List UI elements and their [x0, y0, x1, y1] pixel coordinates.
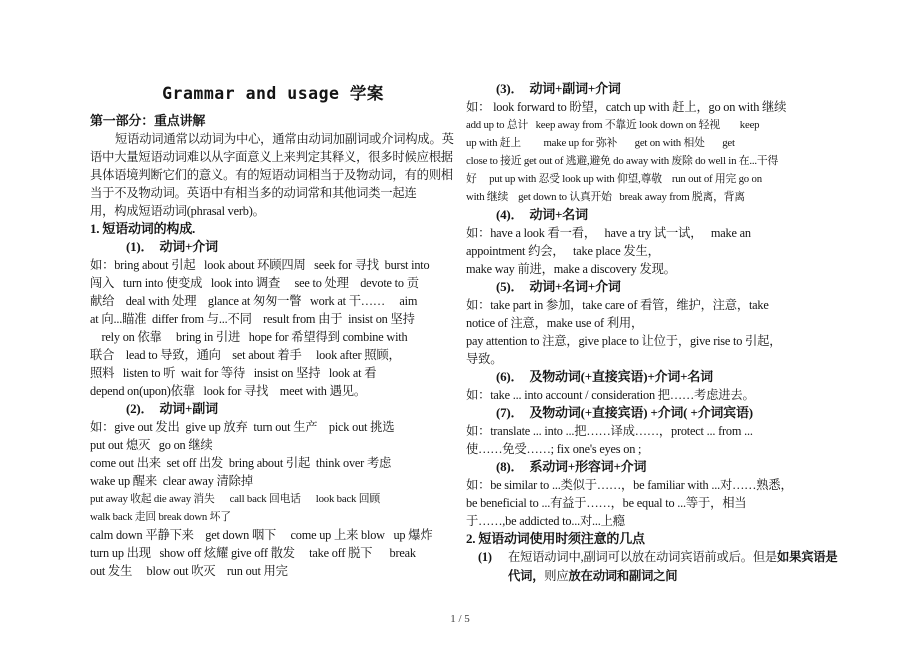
text-line: put out 熄灭 go on 继续: [90, 438, 213, 452]
text-line: calm down 平静下来 get down 咽下 come up 上来 blow up 爆炸: [90, 528, 433, 542]
text-line: with 继续 get down to 认真开始 break away from 脱离，背离: [466, 191, 745, 203]
text-line: 如：take ... into account / consideration 把……考虑进去。: [466, 388, 755, 402]
text-line: 如：translate ... into ...把……译成……，protect ... from ...: [466, 424, 753, 438]
text-line: 使……免受……; fix one's eyes on ;: [466, 442, 642, 456]
text-line: 如：bring about 引起 look about 环顾四周 seek for 寻找 burst into: [90, 258, 430, 272]
text-line: make way 前进，make a discovery 发现。: [466, 262, 676, 276]
left-column: [90, 80, 456, 586]
page-number: 1 / 5: [450, 613, 470, 625]
note-marker: (1): [478, 550, 492, 564]
text-line: 具体语境判断它们的意义。有的短语动词相当于及物动词，有的则相: [90, 168, 453, 182]
text-line: up with 赶上 make up for 弥补 get on with 相处 get: [466, 137, 735, 149]
text-line: walk back 走回 break down 坏了: [90, 511, 231, 523]
text-line: depend on(upon)依靠 look for 寻找 meet with 遇见。: [90, 384, 366, 398]
text-line: close to 接近 get out of 逃避,避免 do away with 废除 do well in 在...干得: [466, 155, 779, 167]
text-line: 联合 lead to 导致，通向 set about 着手 look after 照顾，: [90, 348, 401, 362]
text-line: 好 put up with 忍受 look up with 仰望,尊敬 run out of 用完 go on: [466, 173, 762, 185]
note-part-bold: 如果宾语是代词，: [508, 550, 838, 583]
text-line: notice of 注意，make use of 利用，: [466, 316, 644, 330]
text-line: (4)． 动词+名词: [496, 207, 588, 222]
text-line: 短语动词通常以动词为中心，通常由动词加副词或介词构成。英: [115, 132, 454, 146]
text-line: 如：take part in 参加，take care of 看管，维护，注意，take: [466, 298, 769, 312]
document-title: Grammar and usage 学案: [162, 84, 384, 103]
text-line: (5)． 动词+名词+介词: [496, 279, 621, 294]
text-line: appointment 约会， take place 发生，: [466, 244, 660, 258]
text-line: 1. 短语动词的构成.: [90, 221, 196, 236]
note-item: [466, 548, 846, 586]
text-line: 献给 deal with 处理 glance at 匆匆一瞥 work at 干…… aim: [90, 294, 418, 308]
text-line: 2. 短语动词使用时须注意的几点: [466, 531, 645, 546]
right-column-lines: [466, 80, 846, 548]
note-part: 则应: [544, 569, 569, 583]
text-line: 用，构成短语动词(phrasal verb)。: [90, 204, 265, 218]
text-line: (8)． 系动词+形容词+介词: [496, 459, 647, 474]
note-part: 在短语动词中,副词可以放在动词宾语前或后。但是: [508, 550, 778, 564]
text-line: 当于不及物动词。英语中有相当多的动词常和其他词类一起连: [90, 186, 417, 200]
text-line: (2)． 动词+副词: [126, 401, 218, 416]
text-line: 如：give out 发出 give up 放弃 turn out 生产 pick out 挑选: [90, 420, 395, 434]
note-text: [508, 548, 846, 586]
text-line: 如：have a look 看一看， have a try 试一试， make an: [466, 226, 751, 240]
text-line: come out 出来 set off 出发 bring about 引起 think over 考虑: [90, 456, 392, 470]
text-line: 闯入 turn into 使变成 look into 调查 see to 处理 devote to 贡: [90, 276, 419, 290]
note-part-bold: 放在动词和副词之间: [568, 569, 678, 583]
text-line: 于……,be addicted to...对...上瘾: [466, 514, 625, 528]
text-line: pay attention to 注意，give place to 让位于，give rise to 引起，: [466, 334, 782, 348]
right-column: [466, 80, 846, 586]
text-line: 第一部分：重点讲解: [90, 113, 206, 128]
text-line: 语中大量短语动词难以从字面意义上来判定其释义，很多时候应根据: [90, 150, 453, 164]
text-line: be beneficial to ...有益于……，be equal to ...等于，相当: [466, 496, 747, 510]
text-line: (3)． 动词+副词+介词: [496, 81, 621, 96]
text-line: (1)． 动词+介词: [126, 239, 218, 254]
text-line: put away 收起 die away 消失 call back 回电话 look back 回顾: [90, 493, 380, 505]
text-line: 照料 listen to 听 wait for 等待 insist on 坚持 look at 看: [90, 366, 377, 380]
text-line: rely on 依靠 bring in 引进 hope for 希望得到 combine with: [90, 330, 408, 344]
text-line: out 发生 blow out 吹灭 run out 用完: [90, 564, 288, 578]
text-line: at 向...瞄准 differ from 与...不同 result from 由于 insist on 坚持: [90, 312, 415, 326]
text-line: (6)． 及物动词(+直接宾语)+介词+名词: [496, 369, 713, 384]
text-line: turn up 出现 show off 炫耀 give off 散发 take off 脱下 break: [90, 546, 416, 560]
text-line: 导致。: [466, 352, 503, 366]
text-line: 如： look forward to 盼望，catch up with 赶上，go on with 继续: [466, 100, 787, 114]
text-line: (7)． 及物动词(+直接宾语) +介词( +介词宾语): [496, 405, 753, 420]
text-line: add up to 总计 keep away from 不靠近 look down on 轻视 keep: [466, 119, 760, 131]
text-line: wake up 醒来 clear away 清除掉: [90, 474, 253, 488]
text-line: 如：be similar to ...类似于……，be familiar with ...对……熟悉，: [466, 478, 793, 492]
left-column-lines: [90, 112, 456, 580]
